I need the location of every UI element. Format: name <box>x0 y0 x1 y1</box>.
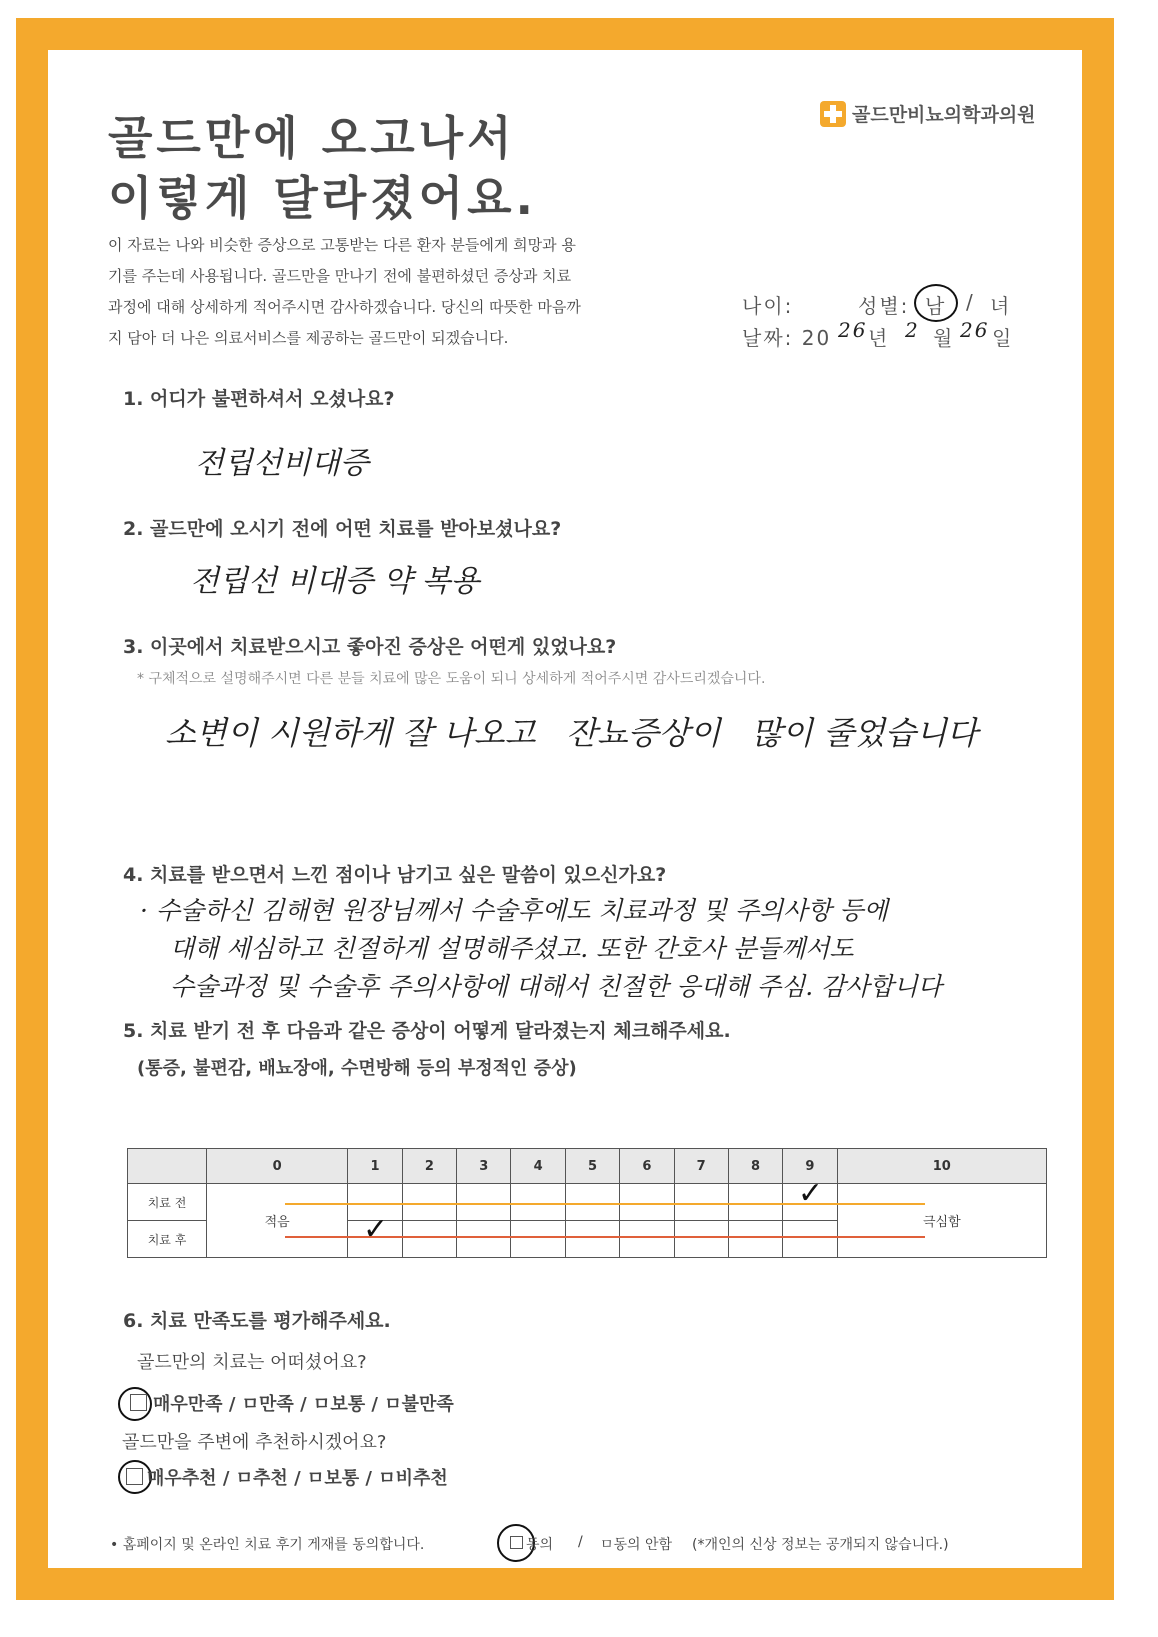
intro-line: 기를 주는데 사용됩니다. 골드만을 만나기 전에 불편하셨던 증상과 치료 <box>108 267 572 285</box>
date-day-handwritten: 26 <box>960 318 990 342</box>
date-month-handwritten: 2 <box>905 318 920 342</box>
question-3: 3. 이곳에서 치료받으시고 좋아진 증상은 어떤게 있었나요? <box>123 636 617 658</box>
row-after-label: 치료 후 <box>128 1221 207 1258</box>
scale-value-10: 10 <box>837 1149 1046 1184</box>
consent-disagree-option[interactable]: ㅁ동의 안함 <box>600 1537 673 1553</box>
gender-separator: / <box>966 290 975 314</box>
intro-line: 과정에 대해 상세하게 적어주시면 감사하겠습니다. 당신의 따뜻한 마음까 <box>108 298 581 316</box>
scale-value-7: 7 <box>674 1149 728 1184</box>
checkbox-highly-recommend[interactable] <box>126 1468 143 1485</box>
cell-after-6[interactable] <box>620 1221 674 1258</box>
cell-before-2[interactable] <box>402 1184 456 1221</box>
intro-line: 지 담아 더 나은 의료서비스를 제공하는 골드만이 되겠습니다. <box>108 329 509 347</box>
page-title <box>108 108 537 228</box>
answer-2-handwritten: 전립선 비대증 약 복용 <box>190 564 480 599</box>
consent-agree-option[interactable] <box>510 1534 553 1554</box>
cell-before-5[interactable] <box>565 1184 619 1221</box>
cell-before-4[interactable] <box>511 1184 565 1221</box>
consent-separator: / <box>578 1534 583 1550</box>
before-check-mark: ✓ <box>797 1176 824 1211</box>
gender-female-option[interactable]: 녀 <box>990 294 1012 318</box>
gender-male-option[interactable]: 남 <box>925 294 947 318</box>
clinic-logo <box>820 100 1036 127</box>
date-month-unit: 월 <box>933 326 955 350</box>
cell-after-4[interactable] <box>511 1221 565 1258</box>
privacy-note: (*개인의 신상 정보는 공개되지 않습니다.) <box>692 1537 949 1553</box>
satisfaction-options-text: 매우만족 / ㅁ만족 / ㅁ보통 / ㅁ불만족 <box>153 1394 454 1415</box>
cell-after-8[interactable] <box>728 1221 782 1258</box>
answer-4-line: · 수술하신 김해현 원장님께서 수술후에도 치료과정 및 주의사항 등에 <box>140 896 888 925</box>
high-label: 극심함 <box>837 1184 1046 1258</box>
cell-before-8[interactable] <box>728 1184 782 1221</box>
cell-after-2[interactable] <box>402 1221 456 1258</box>
title-line-2: 이렇게 달라졌어요. <box>108 171 537 225</box>
cross-logo-icon <box>820 101 846 127</box>
question-5-subtitle: (통증, 불편감, 배뇨장애, 수면방해 등의 부정적인 증상) <box>137 1058 577 1079</box>
question-6-sub-1: 골드만의 치료는 어떠셨어요? <box>137 1352 367 1373</box>
after-check-mark: ✓ <box>363 1212 389 1247</box>
date-day-unit: 일 <box>992 326 1014 350</box>
question-1: 1. 어디가 불편하셔서 오셨나요? <box>123 388 395 410</box>
scale-value-3: 3 <box>457 1149 511 1184</box>
scale-value-2: 2 <box>402 1149 456 1184</box>
cell-after-9[interactable] <box>783 1221 837 1258</box>
checkbox-agree[interactable] <box>510 1536 523 1549</box>
question-4: 4. 치료를 받으면서 느낀 점이나 남기고 싶은 말씀이 있으신가요? <box>123 864 667 886</box>
scale-value-9: 9 <box>783 1149 837 1184</box>
intro-line: 이 자료는 나와 비슷한 증상으로 고통받는 다른 환자 분들에게 희망과 용 <box>108 236 576 254</box>
answer-3-handwritten: 소변이 시원하게 잘 나오고 잔뇨증상이 많이 줄었습니다 <box>165 714 978 752</box>
question-2: 2. 골드만에 오시기 전에 어떤 치료를 받아보셨나요? <box>123 518 562 540</box>
consent-text: • 홈페이지 및 온라인 치료 후기 게재를 동의합니다. <box>110 1537 425 1553</box>
cell-before-3[interactable] <box>457 1184 511 1221</box>
scale-corner-cell <box>128 1149 207 1184</box>
gender-male-circle <box>914 284 958 322</box>
recommend-options-text: 매우추천 / ㅁ추천 / ㅁ보통 / ㅁ비추천 <box>147 1468 448 1489</box>
scale-header-row <box>128 1149 1047 1184</box>
scale-value-4: 4 <box>511 1149 565 1184</box>
age-label: 나이: <box>742 294 794 318</box>
cell-before-6[interactable] <box>620 1184 674 1221</box>
scale-value-8: 8 <box>728 1149 782 1184</box>
title-line-1: 골드만에 오고나서 <box>108 111 516 165</box>
before-arrow-line <box>285 1203 925 1205</box>
scale-value-0: 0 <box>207 1149 348 1184</box>
consent-agree-label: 동의 <box>526 1537 554 1553</box>
cell-after-7[interactable] <box>674 1221 728 1258</box>
date-year-handwritten: 26 <box>838 318 868 342</box>
scale-value-1: 1 <box>348 1149 402 1184</box>
answer-4-handwritten <box>140 892 942 1006</box>
answer-4-line: 수술과정 및 수술후 주의사항에 대해서 친절한 응대해 주심. 감사합니다 <box>170 972 942 1001</box>
intro-text <box>108 230 648 354</box>
satisfaction-options[interactable] <box>130 1390 454 1416</box>
gender-label: 성별: <box>858 294 910 318</box>
cell-after-3[interactable] <box>457 1221 511 1258</box>
date-year-unit: 년 <box>868 326 890 350</box>
question-6: 6. 치료 만족도를 평가해주세요. <box>123 1310 391 1332</box>
scale-value-6: 6 <box>620 1149 674 1184</box>
answer-1-handwritten: 전립선비대증 <box>195 446 369 481</box>
logo-text: 골드만비뇨의학과의원 <box>852 104 1036 126</box>
cell-before-7[interactable] <box>674 1184 728 1221</box>
checkbox-very-satisfied[interactable] <box>130 1394 147 1411</box>
question-3-note: * 구체적으로 설명해주시면 다른 분들 치료에 많은 도움이 되니 상세하게 적어주시면 감사드리겠습니다. <box>137 671 766 687</box>
low-label: 적음 <box>207 1184 348 1258</box>
question-5: 5. 치료 받기 전 후 다음과 같은 증상이 어떻게 달라졌는지 체크해주세요. <box>123 1020 731 1042</box>
answer-4-line: 대해 세심하고 친절하게 설명해주셨고. 또한 간호사 분들께서도 <box>170 934 854 963</box>
date-label: 날짜: 20 <box>742 326 832 350</box>
question-6-sub-2: 골드만을 주변에 추천하시겠어요? <box>122 1432 387 1453</box>
scale-value-5: 5 <box>565 1149 619 1184</box>
cell-after-5[interactable] <box>565 1221 619 1258</box>
row-before-label: 치료 전 <box>128 1184 207 1221</box>
recommend-options[interactable] <box>126 1464 448 1490</box>
scale-row-before <box>128 1184 1047 1221</box>
